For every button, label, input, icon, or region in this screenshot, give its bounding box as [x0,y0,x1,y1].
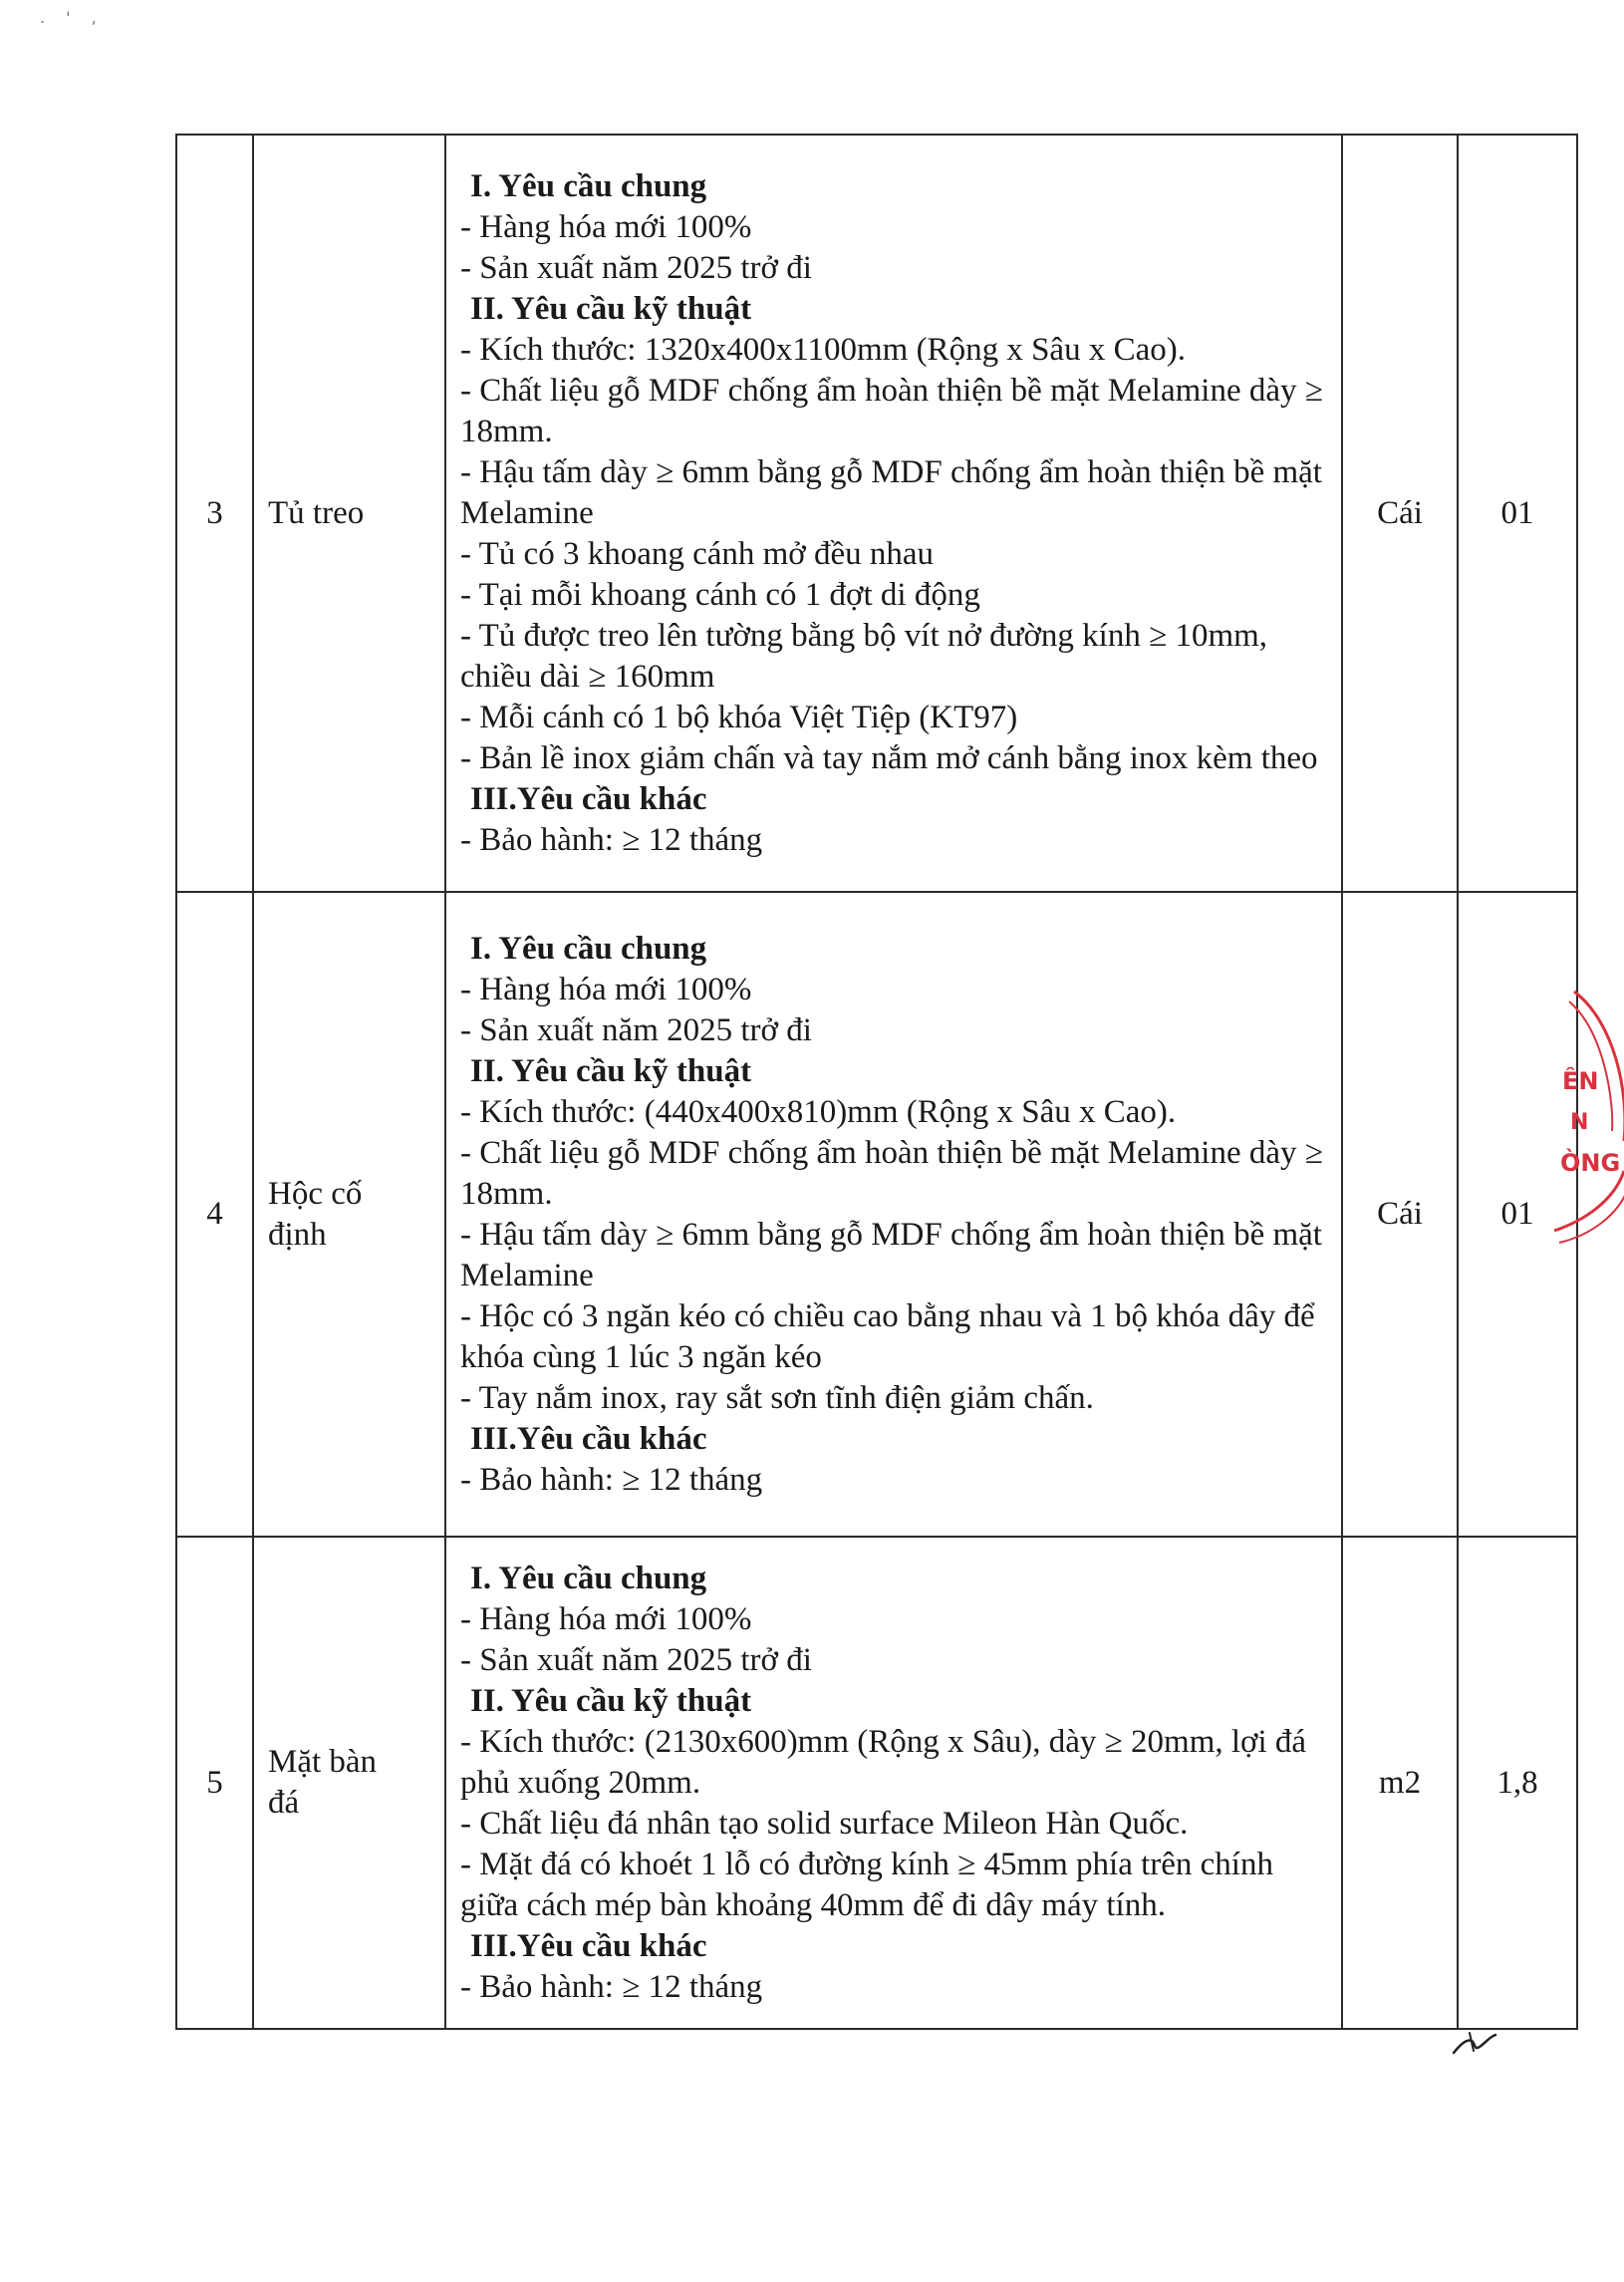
stamp-text: ÒNG [1560,1149,1621,1177]
item-name-line: Tủ treo [268,494,365,531]
item-name [253,892,445,1537]
section-heading: II. Yêu cầu kỹ thuật [470,1682,752,1719]
item-unit: Cái [1342,892,1458,1537]
handwritten-initial [1450,2021,1499,2061]
table-row [176,892,1577,1537]
red-stamp-fragment [1534,982,1624,1281]
section-heading: II. Yêu cầu kỹ thuật [470,290,752,327]
item-description [445,1537,1342,2029]
item-name-line: Mặt bàn [268,1744,378,1780]
item-quantity: 1,8 [1458,1537,1577,2029]
item-name-line: định [268,1216,327,1253]
item-description [445,135,1342,892]
item-description [445,892,1342,1537]
spec-line: - Bảo hành: ≥ 12 tháng [460,821,763,858]
spec-line: - Kích thước: (440x400x810)mm (Rộng x Sâu x Cao). [460,1093,1177,1130]
section-heading: III.Yêu cầu khác [470,1927,707,1964]
item-name [253,135,445,892]
item-name-line: Hộc cố [268,1175,363,1212]
spec-line: - Chất liệu gỗ MDF chống ẩm hoàn thiện bề mặt Melamine dày ≥ 18mm. [460,1134,1323,1212]
spec-line: - Chất liệu gỗ MDF chống ẩm hoàn thiện bề mặt Melamine dày ≥ 18mm. [460,372,1323,449]
section-heading: I. Yêu cầu chung [470,930,707,967]
spec-line: - Sản xuất năm 2025 trở đi [460,1011,812,1048]
section-heading: III.Yêu cầu khác [470,1420,707,1457]
spec-line: - Tủ có 3 khoang cánh mở đều nhau [460,535,935,572]
specification-table-body [176,135,1577,2029]
description-block [460,1557,1333,2010]
description-block [460,164,1333,863]
section-heading: I. Yêu cầu chung [470,167,707,204]
spec-line: - Mỗi cánh có 1 bộ khóa Việt Tiệp (KT97) [460,699,1018,735]
spec-line: - Mặt đá có khoét 1 lỗ có đường kính ≥ 45mm phía trên chính giữa cách mép bàn khoảng 40mm để đi dây máy tính. [460,1846,1273,1923]
spec-line: - Tại mỗi khoang cánh có 1 đợt di động [460,576,980,613]
spec-line: - Hàng hóa mới 100% [460,971,752,1007]
table-row [176,135,1577,892]
item-name-line: đá [268,1785,300,1821]
scan-corner-marks: . ' , [40,8,105,27]
item-unit: m2 [1342,1537,1458,2029]
item-quantity: 01 [1458,135,1577,892]
spec-line: - Kích thước: (2130x600)mm (Rộng x Sâu), dày ≥ 20mm, lợi đá phủ xuống 20mm. [460,1723,1307,1801]
spec-line: - Tay nắm inox, ray sắt sơn tĩnh điện giảm chấn. [460,1379,1094,1416]
section-heading: I. Yêu cầu chung [470,1560,707,1596]
spec-line: - Bảo hành: ≥ 12 tháng [460,1461,763,1498]
item-name [253,1537,445,2029]
spec-line: - Sản xuất năm 2025 trở đi [460,1641,812,1678]
spec-line: - Hậu tấm dày ≥ 6mm bằng gỗ MDF chống ẩm hoàn thiện bề mặt Melamine [460,1216,1322,1293]
stamp-text: ÊN [1562,1067,1599,1095]
spec-line: - Hộc có 3 ngăn kéo có chiều cao bằng nhau và 1 bộ khóa dây để khóa cùng 1 lúc 3 ngăn kéo [460,1297,1315,1375]
spec-line: - Tủ được treo lên tường bằng bộ vít nở đường kính ≥ 10mm, chiều dài ≥ 160mm [460,617,1268,695]
spec-line: - Chất liệu đá nhân tạo solid surface Mileon Hàn Quốc. [460,1805,1189,1842]
specification-table [175,134,1578,2030]
row-number: 3 [176,135,253,892]
item-unit: Cái [1342,135,1458,892]
description-block [460,927,1333,1503]
row-number: 4 [176,892,253,1537]
spec-line: - Kích thước: 1320x400x1100mm (Rộng x Sâu x Cao). [460,331,1186,368]
spec-line: - Hậu tấm dày ≥ 6mm bằng gỗ MDF chống ẩm hoàn thiện bề mặt Melamine [460,453,1322,531]
stamp-text: N [1570,1110,1589,1135]
spec-line: - Bản lề inox giảm chấn và tay nắm mở cánh bằng inox kèm theo [460,739,1318,776]
row-number: 5 [176,1537,253,2029]
section-heading: III.Yêu cầu khác [470,780,707,817]
item-quantity: 01 [1458,892,1577,1537]
section-heading: II. Yêu cầu kỹ thuật [470,1052,752,1089]
table-row [176,1537,1577,2029]
spec-line: - Hàng hóa mới 100% [460,1600,752,1637]
spec-line: - Hàng hóa mới 100% [460,208,752,245]
spec-line: - Sản xuất năm 2025 trở đi [460,249,812,286]
spec-line: - Bảo hành: ≥ 12 tháng [460,1968,763,2005]
